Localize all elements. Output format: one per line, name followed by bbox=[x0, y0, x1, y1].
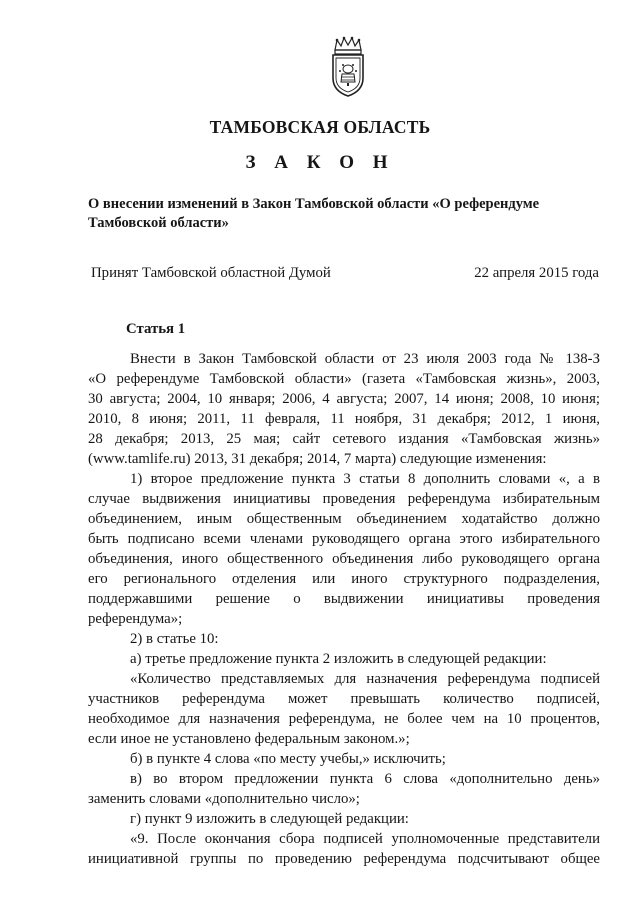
adopted-by: Принят Тамбовской областной Думой bbox=[91, 265, 331, 281]
body-line: поддержавшими решение о выдвижении инициативы проведения bbox=[88, 591, 600, 607]
body-line: случае выдвижения инициативы проведения референдума избирательным bbox=[88, 491, 600, 507]
body-line: 2) в статье 10: bbox=[130, 631, 219, 647]
body-line: (www.tamlife.ru) 2013, 31 декабря; 2014, 7 марта) следующие изменения: bbox=[88, 451, 547, 467]
document-type-title: З А К О Н bbox=[245, 152, 395, 173]
subject-line-1: О внесении изменений в Закон Тамбовской области «О референдуме bbox=[88, 196, 540, 212]
body-line: б) в пункте 4 слова «по месту учебы,» исключить; bbox=[130, 751, 446, 767]
body-line: в) во втором предложении пункта 6 слова «дополнительно день» bbox=[130, 771, 600, 787]
adoption-date: 22 апреля 2015 года bbox=[474, 265, 599, 281]
article-heading: Статья 1 bbox=[126, 321, 186, 337]
coat-of-arms-emblem bbox=[327, 36, 369, 98]
body-line: 2010, 8 июня; 2011, 11 февраля, 11 ноября, 31 декабря; 2012, 1 июня, bbox=[88, 411, 600, 427]
subject-line-2: Тамбовской области» bbox=[88, 215, 229, 231]
body-line: необходимое для назначения референдума, не более чем на 10 процентов, bbox=[88, 711, 600, 727]
body-line: «9. После окончания сбора подписей уполномоченные представители bbox=[130, 831, 600, 847]
body-line: 28 декабря; 2013, 25 мая; сайт сетевого издания «Тамбовская жизнь» bbox=[88, 431, 600, 447]
body-line: инициативной группы по проведению референдума подсчитывают общее bbox=[88, 851, 600, 867]
body-line: а) третье предложение пункта 2 изложить в следующей редакции: bbox=[130, 651, 547, 667]
body-line: быть подписано всеми членами руководящего органа этого избирательного bbox=[88, 531, 600, 547]
body-line: если иное не установлено федеральным законом.»; bbox=[88, 731, 410, 747]
body-line: 1) второе предложение пункта 3 статьи 8 дополнить словами «, а в bbox=[130, 471, 600, 487]
body-line: референдума»; bbox=[88, 611, 183, 627]
body-line: объединения, иного общественного объединения либо руководящего органа bbox=[88, 551, 600, 567]
body-line: Внести в Закон Тамбовской области от 23 июля 2003 года № 138-З bbox=[130, 351, 600, 367]
body-line: «О референдуме Тамбовской области» (газета «Тамбовская жизнь», 2003, bbox=[88, 371, 600, 387]
body-line: «Количество представляемых для назначения референдума подписей bbox=[130, 671, 600, 687]
region-name: ТАМБОВСКАЯ ОБЛАСТЬ bbox=[209, 117, 431, 137]
law-subject bbox=[88, 195, 598, 233]
body-line: его регионального отделения или иного структурного подразделения, bbox=[88, 571, 600, 587]
body-line: г) пункт 9 изложить в следующей редакции: bbox=[130, 811, 409, 827]
body-line: заменить словами «дополнительно число»; bbox=[88, 791, 360, 807]
body-line: 30 августа; 2004, 10 января; 2006, 4 августа; 2007, 14 июня; 2008, 10 июня; bbox=[88, 391, 600, 407]
body-line: объединением, иным общественным объединением ходатайство должно bbox=[88, 511, 600, 527]
body-line: участников референдума может превышать количество подписей, bbox=[88, 691, 600, 707]
